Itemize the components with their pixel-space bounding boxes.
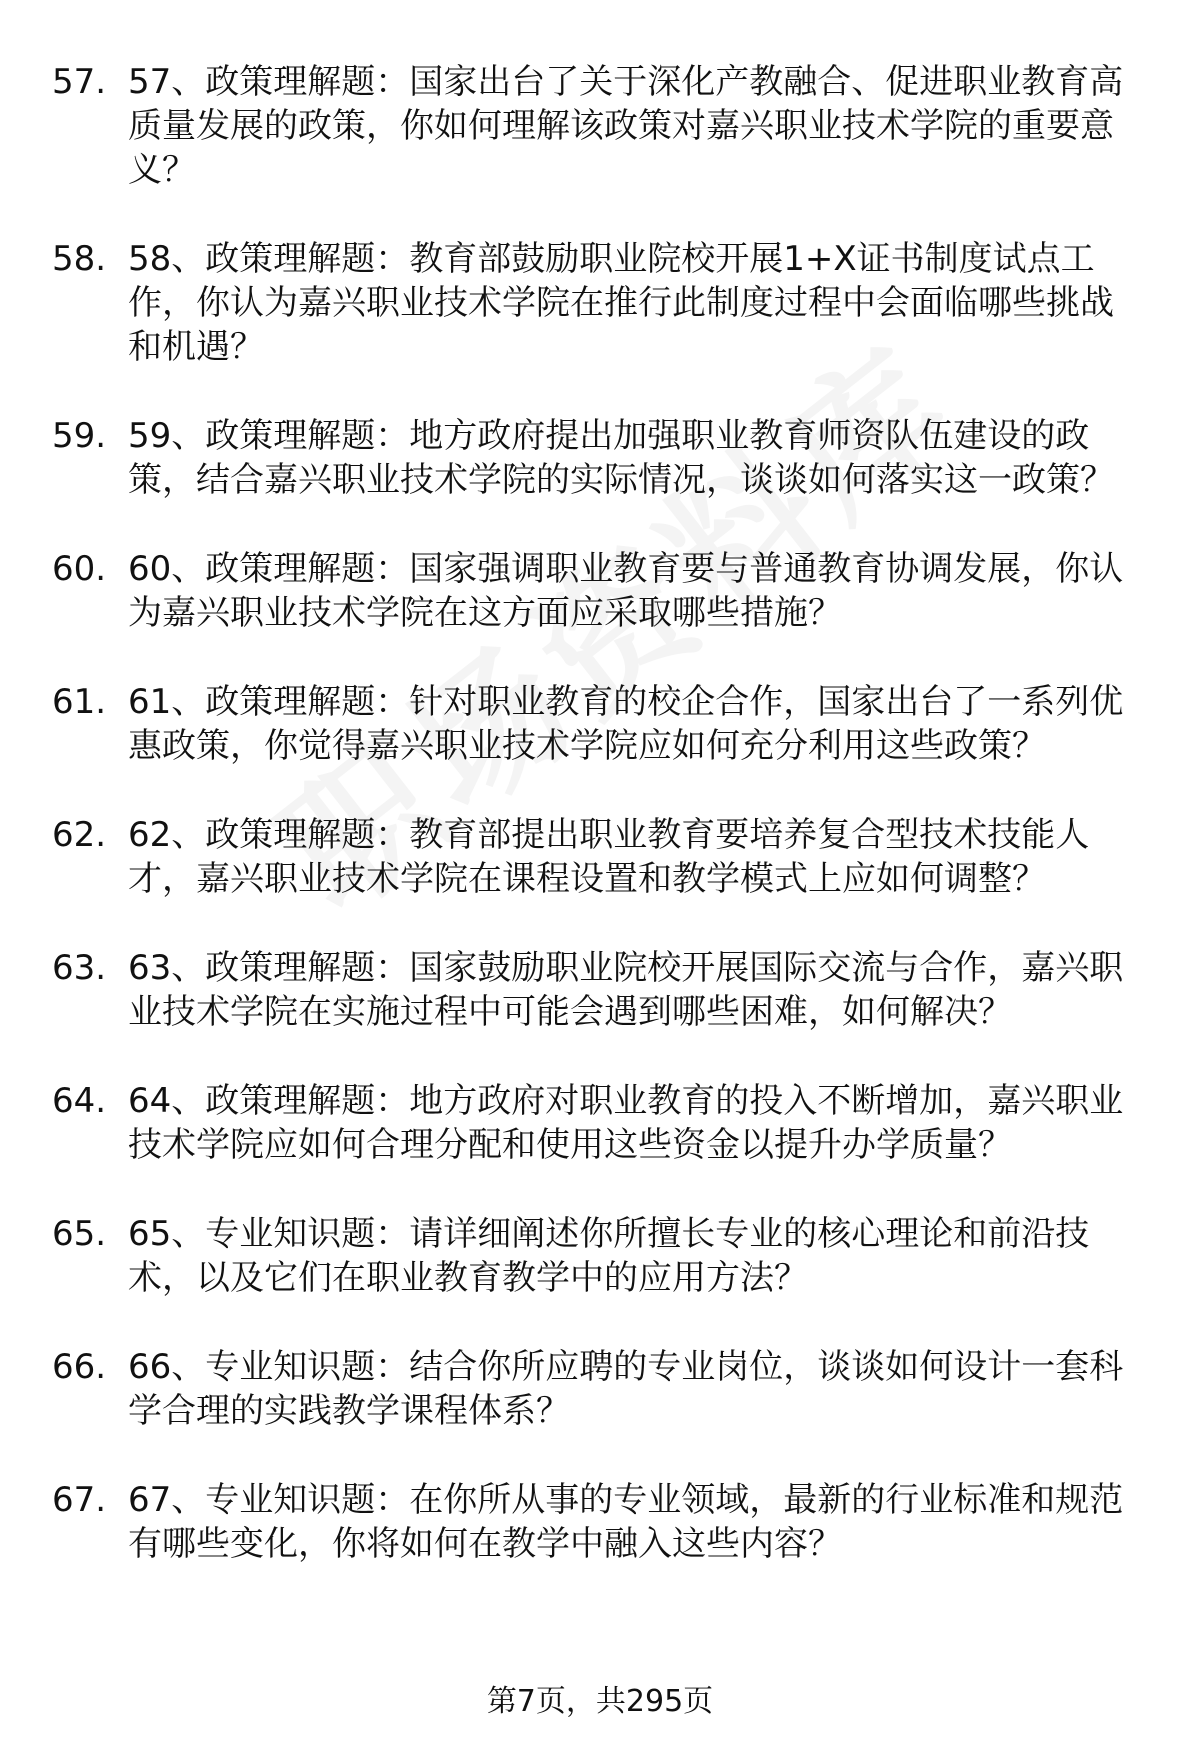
question-number: 63.: [52, 948, 107, 988]
question-item-59: [0, 414, 1200, 502]
question-number: 57.: [52, 62, 107, 102]
question-text: 65、专业知识题：请详细阐述你所擅长专业的核心理论和前沿技术，以及它们在职业教育教学中的应用方法？: [128, 1214, 1090, 1298]
question-item-64: [0, 1079, 1200, 1167]
page-footer: 第7页，共295页: [486, 1684, 714, 1719]
question-text: 57、政策理解题：国家出台了关于深化产教融合、促进职业教育高质量发展的政策，你如何理解该政策对嘉兴职业技术学院的重要意义？: [128, 62, 1124, 190]
question-text: 63、政策理解题：国家鼓励职业院校开展国际交流与合作，嘉兴职业技术学院在实施过程中可能会遇到哪些困难，如何解决？: [128, 948, 1124, 1032]
question-number: 67.: [52, 1480, 107, 1520]
question-text: 61、政策理解题：针对职业教育的校企合作，国家出台了一系列优惠政策，你觉得嘉兴职业技术学院应如何充分利用这些政策？: [128, 682, 1124, 766]
question-item-66: [0, 1345, 1200, 1433]
question-number: 61.: [52, 682, 107, 722]
question-number: 59.: [52, 416, 107, 456]
question-number: 62.: [52, 815, 107, 855]
question-text: 59、政策理解题：地方政府提出加强职业教育师资队伍建设的政策，结合嘉兴职业技术学院的实际情况，谈谈如何落实这一政策？: [128, 416, 1114, 500]
question-item-65: [0, 1212, 1200, 1300]
question-number: 58.: [52, 239, 107, 279]
question-text: 64、政策理解题：地方政府对职业教育的投入不断增加，嘉兴职业技术学院应如何合理分配和使用这些资金以提升办学质量？: [128, 1081, 1124, 1165]
question-item-67: [0, 1478, 1200, 1566]
question-item-61: [0, 680, 1200, 768]
question-text: 66、专业知识题：结合你所应聘的专业岗位，谈谈如何设计一套科学合理的实践教学课程体系？: [128, 1347, 1124, 1431]
question-item-60: [0, 547, 1200, 635]
question-text: 58、政策理解题：教育部鼓励职业院校开展1+X证书制度试点工作，你认为嘉兴职业技术学院在推行此制度过程中会面临哪些挑战和机遇？: [128, 239, 1114, 367]
question-item-58: [0, 237, 1200, 369]
question-text: 67、专业知识题：在你所从事的专业领域，最新的行业标准和规范有哪些变化，你将如何在教学中融入这些内容？: [128, 1480, 1124, 1564]
question-number: 60.: [52, 549, 107, 589]
question-number: 66.: [52, 1347, 107, 1387]
question-item-57: [0, 60, 1200, 192]
question-number: 65.: [52, 1214, 107, 1254]
question-text: 60、政策理解题：国家强调职业教育要与普通教育协调发展，你认为嘉兴职业技术学院在这方面应采取哪些措施？: [128, 549, 1124, 633]
question-item-63: [0, 946, 1200, 1034]
question-item-62: [0, 813, 1200, 901]
question-number: 64.: [52, 1081, 107, 1121]
question-text: 62、政策理解题：教育部提出职业教育要培养复合型技术技能人才，嘉兴职业技术学院在课程设置和教学模式上应如何调整？: [128, 815, 1090, 899]
question-list: [0, 60, 1200, 1611]
